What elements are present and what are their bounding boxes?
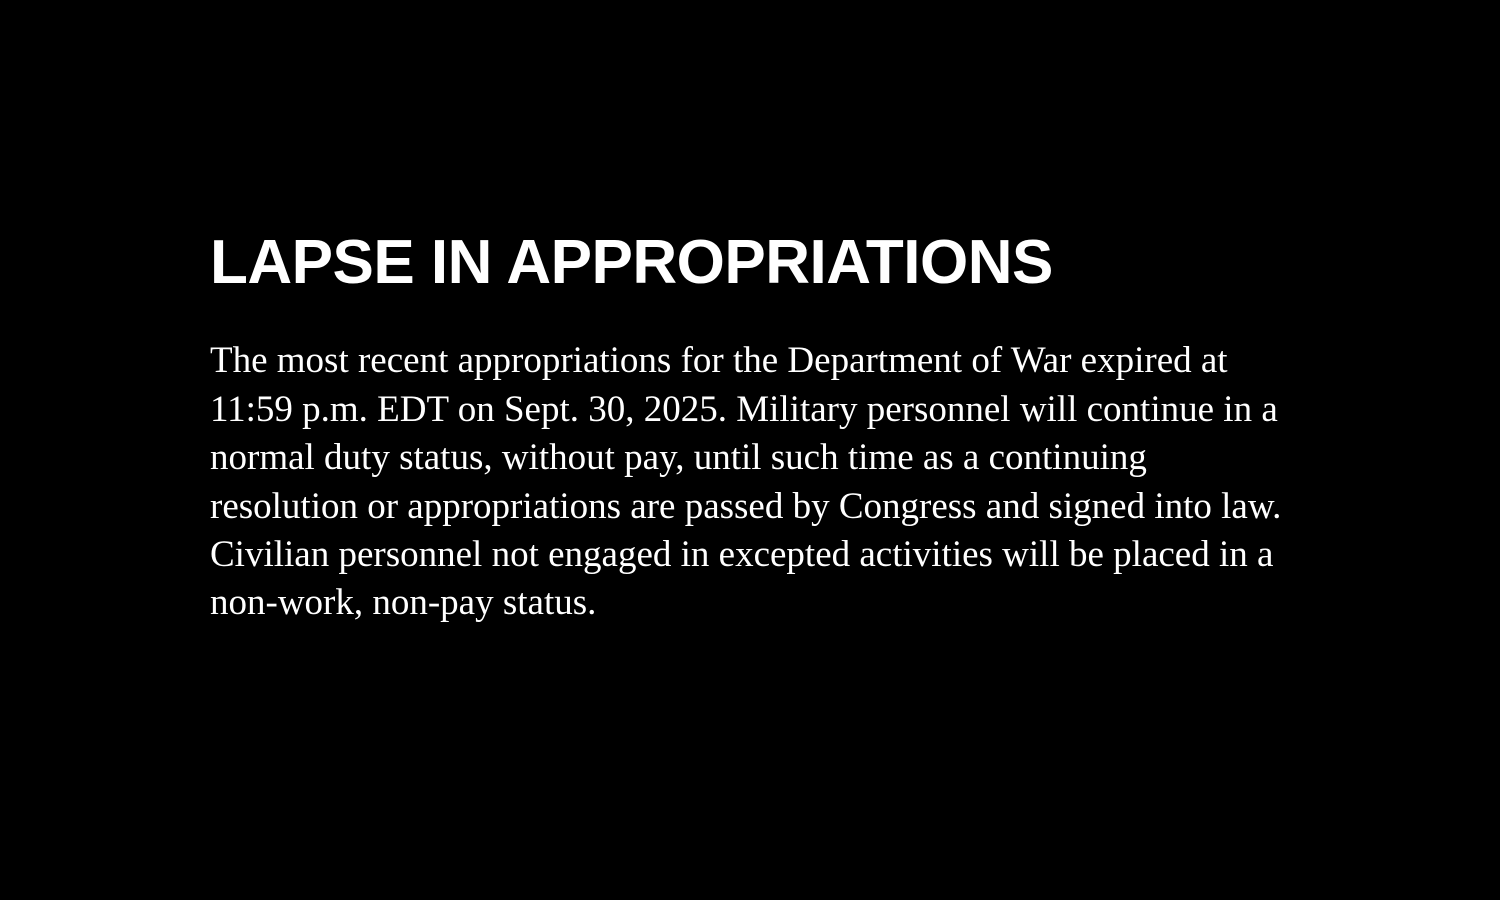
- notice-body-text: The most recent appropriations for the Department of War expired at 11:59 p.m. EDT on Sept. 30, 2025. Military personnel will continue in a normal duty status, without pay, until such time as a continuing resolution or appropriations are passed by Congress and signed into law. Civilian personnel not engaged in excepted activities will be placed in a non-work, non-pay status.: [210, 340, 1282, 624]
- page-title: LAPSE IN APPROPRIATIONS: [210, 228, 1053, 297]
- lapse-notice: [210, 230, 1285, 628]
